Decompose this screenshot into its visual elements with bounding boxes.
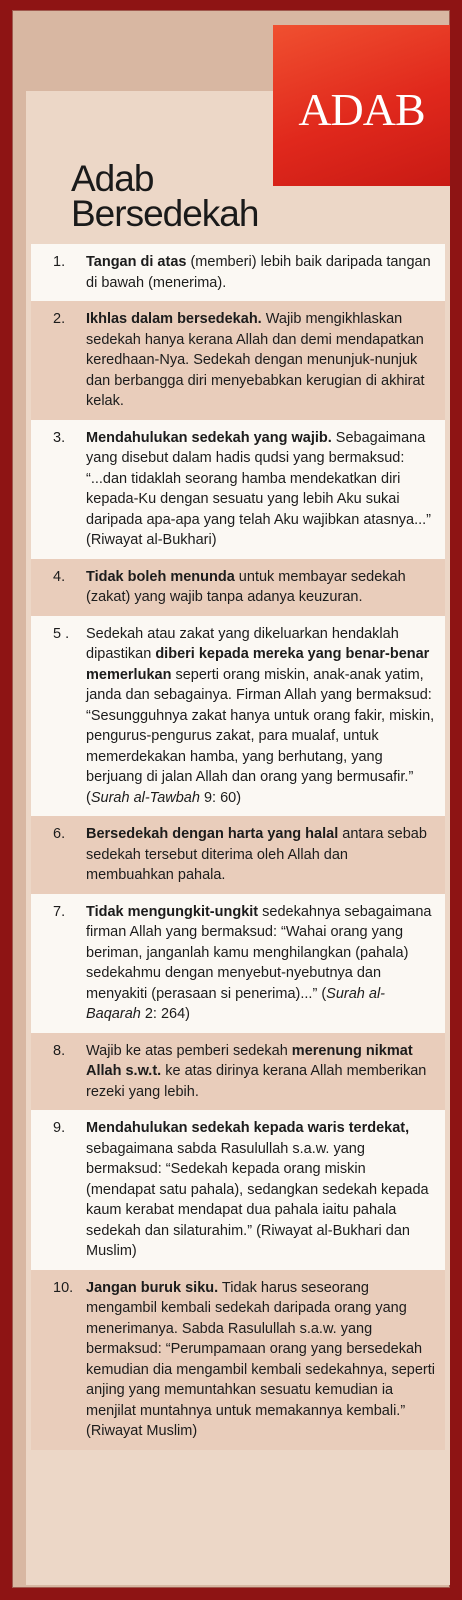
- list-item-4: [31, 559, 445, 616]
- item-heading: Tidak boleh menunda: [86, 568, 235, 585]
- item-heading: Bersedekah dengan harta yang halal: [86, 826, 339, 842]
- item-text: 9: 60): [199, 789, 242, 806]
- list-item-3: [31, 420, 445, 559]
- list-item-2: [31, 301, 445, 420]
- item-heading: merenung nikmat Allah s.w.t.: [86, 1042, 413, 1079]
- item-number: 4.: [53, 568, 66, 585]
- item-number: 8.: [53, 1042, 66, 1059]
- section-tag: ADAB: [273, 25, 450, 186]
- item-heading: Mendahulukan sedekah yang wajib.: [86, 429, 332, 446]
- list-item-7: [31, 894, 445, 1033]
- item-citation: Surah al-Baqarah: [86, 985, 385, 1022]
- item-number: 6.: [53, 826, 66, 842]
- list-item-6: [31, 816, 445, 894]
- item-number: 9.: [53, 1120, 66, 1136]
- item-number: 5 .: [53, 625, 70, 642]
- item-heading: Jangan buruk siku.: [86, 1279, 219, 1296]
- page-title: [71, 158, 259, 234]
- item-heading: Mendahulukan sedekah kepada waris terdekat,: [86, 1120, 410, 1136]
- item-text: untuk membayar sedekah (zakat) yang wajib tanpa adanya keuzuran.: [86, 568, 406, 605]
- title-line-2: Bersedekah: [71, 193, 259, 234]
- list-item-5: [31, 616, 445, 817]
- item-heading: Tangan di atas: [86, 254, 187, 270]
- item-heading: Tidak mengungkit-ungkit: [86, 903, 259, 920]
- item-text: ke atas dirinya kerana Allah memberikan rezeki yang lebih.: [86, 1063, 427, 1100]
- item-text: (memberi) lebih baik daripada tangan di bawah (menerima).: [86, 254, 431, 291]
- title-line-1: Adab: [71, 158, 154, 199]
- item-text: Sedekah atau zakat yang dikeluarkan hendaklah dipastikan: [86, 625, 399, 662]
- item-number: 10.: [53, 1279, 74, 1296]
- item-citation: Surah al-Tawbah: [90, 789, 200, 806]
- item-number: 1.: [53, 254, 66, 270]
- item-text: Sebagaimana yang disebut dalam hadis qudsi yang bermaksud: “...dan tidaklah seorang hamba mendekatkan diri kepada-Ku dengan sesuatu yang lebih Aku sukai daripada apa-apa yang telah Aku wajibkan atasnya...” (Riwayat al-Bukhari): [86, 429, 432, 548]
- item-text: sebagaimana sabda Rasulullah s.a.w. yang bermaksud: “Sedekah kepada orang miskin (mendapat satu pahala), sedangkan sedekah kepada kaum kerabat mendapat dua pahala iaitu pahala sedekah dan silaturahim.” (Riwayat al-Bukhari dan Muslim): [86, 1140, 429, 1259]
- article-panel: [12, 10, 450, 1588]
- item-heading: diberi kepada mereka yang benar-benar memerlukan: [86, 646, 430, 683]
- item-text: sedekahnya sebagaimana firman Allah yang bermaksud: “Wahai orang yang beriman, janganlah kamu menghilangkan (pahala) sedekahmu dengan menyebut-nyebutnya dan menyakiti (perasaan si penerima)...” (: [86, 903, 432, 1002]
- item-number: 7.: [53, 903, 66, 920]
- item-text: antara sebab sedekah tersebut diterima oleh Allah dan membuahkan pahala.: [86, 826, 427, 883]
- item-text: Wajib mengikhlaskan sedekah hanya kerana Allah dan demi mendapatkan keredhaan-Nya. Sedekah dengan menunjuk-nunjuk dan berbangga diri menyebabkan kerugian di akhirat kelak.: [86, 311, 425, 409]
- adab-list: [31, 244, 445, 1450]
- item-text: 2: 264): [140, 1006, 190, 1022]
- item-number: 3.: [53, 429, 66, 446]
- list-item-8: [31, 1033, 445, 1111]
- item-number: 2.: [53, 311, 66, 327]
- item-text: seperti orang miskin, anak-anak yatim, janda dan sebagainya. Firman Allah yang bermaksud: “Sesungguhnya zakat hanya untuk orang fakir, miskin, pengurus-pengurus zakat, para mualaf, untuk memerdekakan hamba, yang berhutang, yang berjuang di jalan Allah dan orang yang bermusafir.” (: [86, 666, 435, 806]
- item-text: Wajib ke atas pemberi sedekah: [86, 1042, 292, 1059]
- list-item-9: [31, 1110, 445, 1270]
- list-item-1: [31, 244, 445, 301]
- item-heading: Ikhlas dalam bersedekah.: [86, 311, 262, 327]
- item-text: Tidak harus seseorang mengambil kembali sedekah daripada orang yang menerimanya. Sabda Rasulullah s.a.w. yang bermaksud: “Perumpamaan orang yang bersedekah kemudian dia mengambil kembali sedekahnya, seperti anjing yang memuntahkan sesuatu kemudian ia menjilat muntahnya untuk memakannya kembali.” (Riwayat Muslim): [86, 1279, 435, 1439]
- list-item-10: [31, 1270, 445, 1450]
